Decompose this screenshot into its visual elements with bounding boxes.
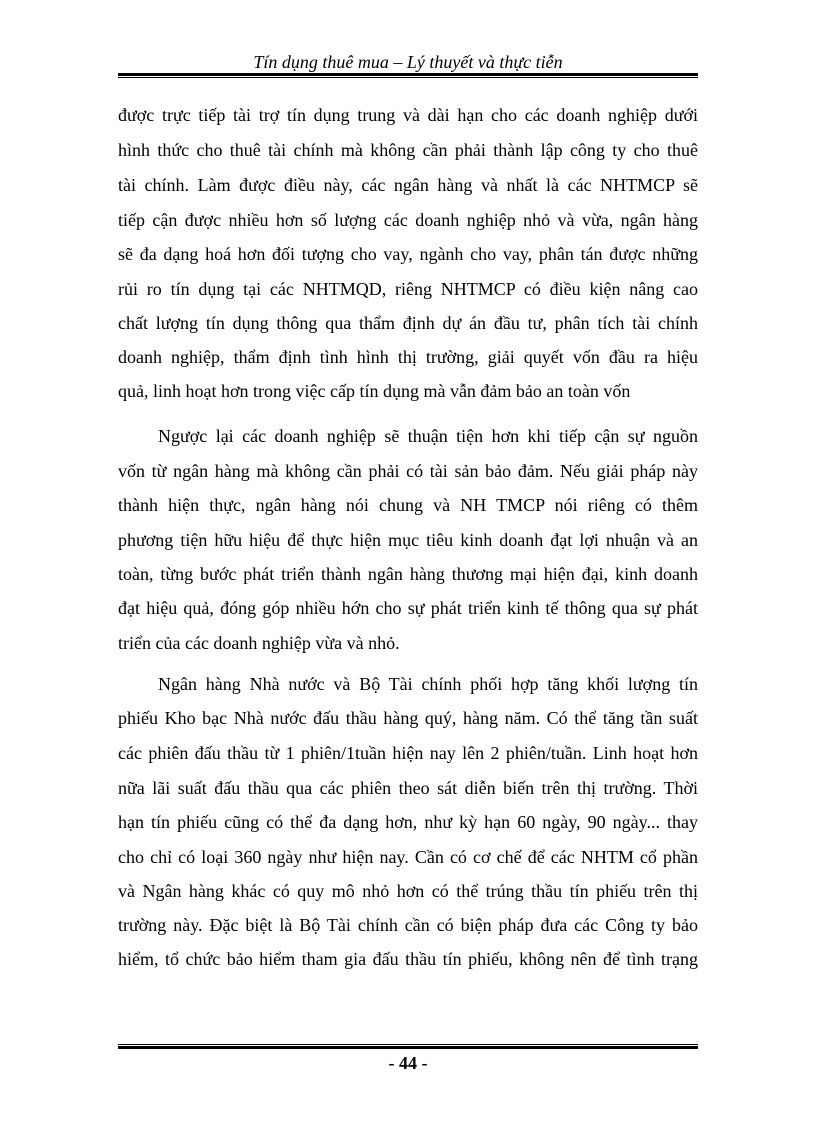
paragraph-2-line-6: đạt hiệu quả, đóng góp nhiều hớn cho sự phát triển kinh tế thông qua sự phát [118, 598, 698, 618]
paragraph-1-line-1: được trực tiếp tài trợ tín dụng trung và dài hạn cho các doanh nghiệp dưới [118, 105, 698, 125]
paragraph-1-line-2: hình thức cho thuê tài chính mà không cần phải thành lập công ty cho thuê [118, 140, 698, 160]
paragraph-2-line-7: triển của các doanh nghiệp vừa và nhỏ. [118, 633, 400, 653]
page-number: - 44 - [388, 1053, 428, 1073]
paragraph-3-line-4: nữa lãi suất đấu thầu qua các phiên theo sát diễn biến trên thị trường. Thời [118, 778, 698, 798]
paragraph-1-line-3: tài chính. Làm được điều này, các ngân hàng và nhất là các NHTMCP sẽ [118, 175, 698, 195]
paragraph-2-line-1: Ngược lại các doanh nghiệp sẽ thuận tiện hơn khi tiếp cận sự nguồn [158, 426, 698, 446]
paragraph-3-line-3: các phiên đấu thầu từ 1 phiên/1tuần hiện nay lên 2 phiên/tuần. Linh hoạt hơn [118, 743, 698, 763]
paragraph-3-line-2: phiếu Kho bạc Nhà nước đấu thầu hàng quý, hàng năm. Có thể tăng tần suất [118, 708, 698, 728]
paragraph-3-line-8: trường này. Đặc biệt là Bộ Tài chính cần có biện pháp đưa các Công ty bảo [118, 915, 698, 935]
paragraph-3-line-9: hiểm, tổ chức bảo hiểm tham gia đấu thầu tín phiếu, không nên để tình trạng [118, 949, 698, 969]
paragraph-3-line-1: Ngân hàng Nhà nước và Bộ Tài chính phối hợp tăng khối lượng tín [158, 674, 698, 694]
running-header-title: Tín dụng thuê mua – Lý thuyết và thực tiễn [253, 52, 563, 72]
paragraph-3-line-5: hạn tín phiếu cũng có thể đa dạng hơn, như kỳ hạn 60 ngày, 90 ngày... thay [118, 812, 698, 832]
paragraph-1-line-6: rủi ro tín dụng tại các NHTMQD, riêng NHTMCP có điều kiện nâng cao [118, 279, 698, 299]
paragraph-2-line-2: vốn từ ngân hàng mà không cần phải có tài sản bảo đảm. Nếu giải pháp này [118, 461, 698, 481]
paragraph-2-line-4: phương tiện hữu hiệu để thực hiện mục tiêu kinh doanh đạt lợi nhuận và an [118, 530, 698, 550]
paragraph-2-line-3: thành hiện thực, ngân hàng nói chung và NH TMCP nói riêng có thêm [118, 495, 698, 515]
paragraph-1-line-5: sẽ đa dạng hoá hơn đối tượng cho vay, ngành cho vay, phân tán được những [118, 244, 698, 264]
paragraph-1-line-9: quả, linh hoạt hơn trong việc cấp tín dụng mà vẫn đảm bảo an toàn vốn [118, 381, 631, 401]
paragraph-3-line-7: và Ngân hàng khác có quy mô nhỏ hơn có thể trúng thầu tín phiếu trên thị [118, 881, 698, 901]
paragraph-2-line-5: toàn, từng bước phát triển thành ngân hàng thương mại hiện đại, kinh doanh [118, 564, 698, 584]
paragraph-1-line-8: doanh nghiệp, thẩm định tình hình thị trường, giải quyết vốn đầu ra hiệu [118, 347, 698, 367]
header-divider [118, 73, 698, 78]
paragraph-1-line-7: chất lượng tín dụng thông qua thẩm định dự án đầu tư, phân tích tài chính [118, 313, 698, 333]
footer-divider [118, 1044, 698, 1049]
paragraph-1-line-4: tiếp cận được nhiều hơn số lượng các doanh nghiệp nhỏ và vừa, ngân hàng [118, 210, 698, 230]
paragraph-3-line-6: cho chỉ có loại 360 ngày như hiện nay. Cần có cơ chế để các NHTM cổ phần [118, 847, 698, 867]
